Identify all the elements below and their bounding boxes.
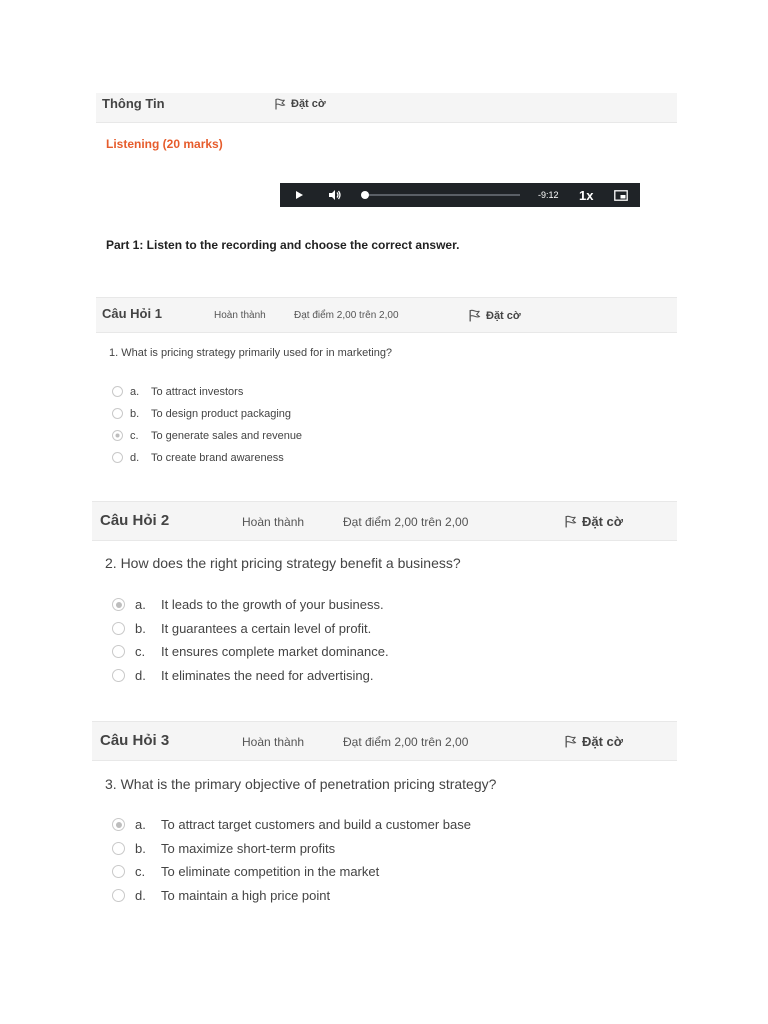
option-text: To maintain a high price point	[161, 887, 331, 903]
question-text: 1. What is pricing strategy primarily used for in marketing?	[109, 347, 393, 359]
question-state: Hoàn thành	[214, 310, 266, 321]
info-bar	[96, 93, 677, 123]
radio-button[interactable]	[112, 386, 123, 397]
answer-option[interactable]	[112, 842, 335, 855]
option-letter: d.	[130, 451, 140, 464]
option-letter: c.	[135, 644, 146, 659]
question-header	[96, 297, 677, 333]
answer-option[interactable]	[112, 452, 284, 463]
answer-option[interactable]	[112, 622, 371, 635]
option-text: To attract investors	[151, 385, 244, 398]
option-letter: c.	[135, 864, 146, 879]
option-text: It eliminates the need for advertising.	[161, 667, 374, 683]
info-flag-label: Đặt cờ	[291, 98, 326, 110]
question-state: Hoàn thành	[242, 735, 305, 749]
flag-label: Đặt cờ	[486, 309, 521, 322]
option-text: To attract target customers and build a customer base	[161, 817, 471, 832]
picture-in-picture-icon	[614, 190, 628, 201]
radio-button[interactable]	[112, 598, 125, 611]
seek-bar[interactable]	[362, 194, 520, 196]
radio-button[interactable]	[112, 452, 123, 463]
option-text: It guarantees a certain level of profit.	[161, 620, 372, 636]
play-button[interactable]	[294, 183, 304, 207]
answer-option[interactable]	[112, 669, 373, 682]
question-header	[92, 501, 677, 541]
flag-question-button[interactable]	[468, 309, 521, 322]
question-grade: Đạt điểm 2,00 trên 2,00	[294, 310, 399, 321]
radio-button[interactable]	[112, 645, 125, 658]
option-text: It ensures complete market dominance.	[161, 644, 389, 659]
radio-button[interactable]	[112, 669, 125, 682]
option-letter: a.	[135, 597, 146, 612]
option-letter: d.	[135, 887, 146, 903]
question-number: Câu Hỏi 1	[102, 306, 162, 321]
option-letter: a.	[135, 817, 146, 832]
flag-question-button[interactable]	[564, 514, 623, 529]
play-icon	[294, 190, 304, 200]
option-text: To design product packaging	[151, 407, 292, 420]
radio-button[interactable]	[112, 889, 125, 902]
question-text: 2. How does the right pricing strategy benefit a business?	[105, 555, 461, 571]
option-text: To generate sales and revenue	[151, 429, 303, 442]
answer-option[interactable]	[112, 889, 330, 902]
radio-button[interactable]	[112, 842, 125, 855]
answer-option[interactable]	[112, 386, 243, 397]
radio-button[interactable]	[112, 818, 125, 831]
question-grade: Đạt điểm 2,00 trên 2,00	[343, 515, 469, 529]
question-header	[92, 721, 677, 761]
option-letter: b.	[135, 840, 146, 856]
seek-handle[interactable]	[361, 191, 369, 199]
answer-option[interactable]	[112, 598, 384, 611]
volume-button[interactable]	[328, 183, 342, 207]
info-flag-button[interactable]	[274, 98, 326, 110]
audio-player	[280, 183, 640, 207]
flag-icon	[274, 98, 286, 110]
volume-icon	[328, 189, 342, 201]
radio-button[interactable]	[112, 430, 123, 441]
answer-option[interactable]	[112, 818, 471, 831]
option-letter: b.	[130, 407, 140, 420]
question-number: Câu Hỏi 2	[100, 512, 170, 529]
answer-option[interactable]	[112, 865, 379, 878]
answer-option[interactable]	[112, 408, 291, 419]
flag-icon	[468, 309, 481, 322]
flag-label: Đặt cờ	[582, 514, 624, 529]
answer-option[interactable]	[112, 645, 389, 658]
radio-button[interactable]	[112, 408, 123, 419]
flag-label: Đặt cờ	[582, 734, 624, 749]
option-text: It leads to the growth of your business.	[161, 597, 384, 612]
flag-icon	[564, 735, 577, 748]
section-label: Listening (20 marks)	[106, 137, 223, 151]
option-letter: c.	[130, 429, 139, 442]
time-remaining: -9:12	[538, 190, 559, 200]
question-state: Hoàn thành	[242, 515, 305, 529]
flag-question-button[interactable]	[564, 734, 623, 749]
pip-button[interactable]	[614, 183, 628, 207]
radio-button[interactable]	[112, 622, 125, 635]
radio-button[interactable]	[112, 865, 125, 878]
option-letter: b.	[135, 620, 146, 636]
part-instructions: Part 1: Listen to the recording and choose the correct answer.	[106, 238, 460, 252]
option-text: To create brand awareness	[151, 451, 284, 464]
info-title: Thông Tin	[102, 96, 165, 111]
speed-button[interactable]: 1x	[579, 187, 594, 203]
option-text: To maximize short-term profits	[161, 840, 336, 856]
option-letter: d.	[135, 667, 146, 683]
question-number: Câu Hỏi 3	[100, 732, 170, 749]
question-grade: Đạt điểm 2,00 trên 2,00	[343, 735, 469, 749]
question-text: 3. What is the primary objective of penetration pricing strategy?	[105, 776, 497, 792]
option-text: To eliminate competition in the market	[161, 864, 380, 879]
option-letter: a.	[130, 385, 140, 398]
flag-icon	[564, 515, 577, 528]
answer-option[interactable]	[112, 430, 302, 441]
